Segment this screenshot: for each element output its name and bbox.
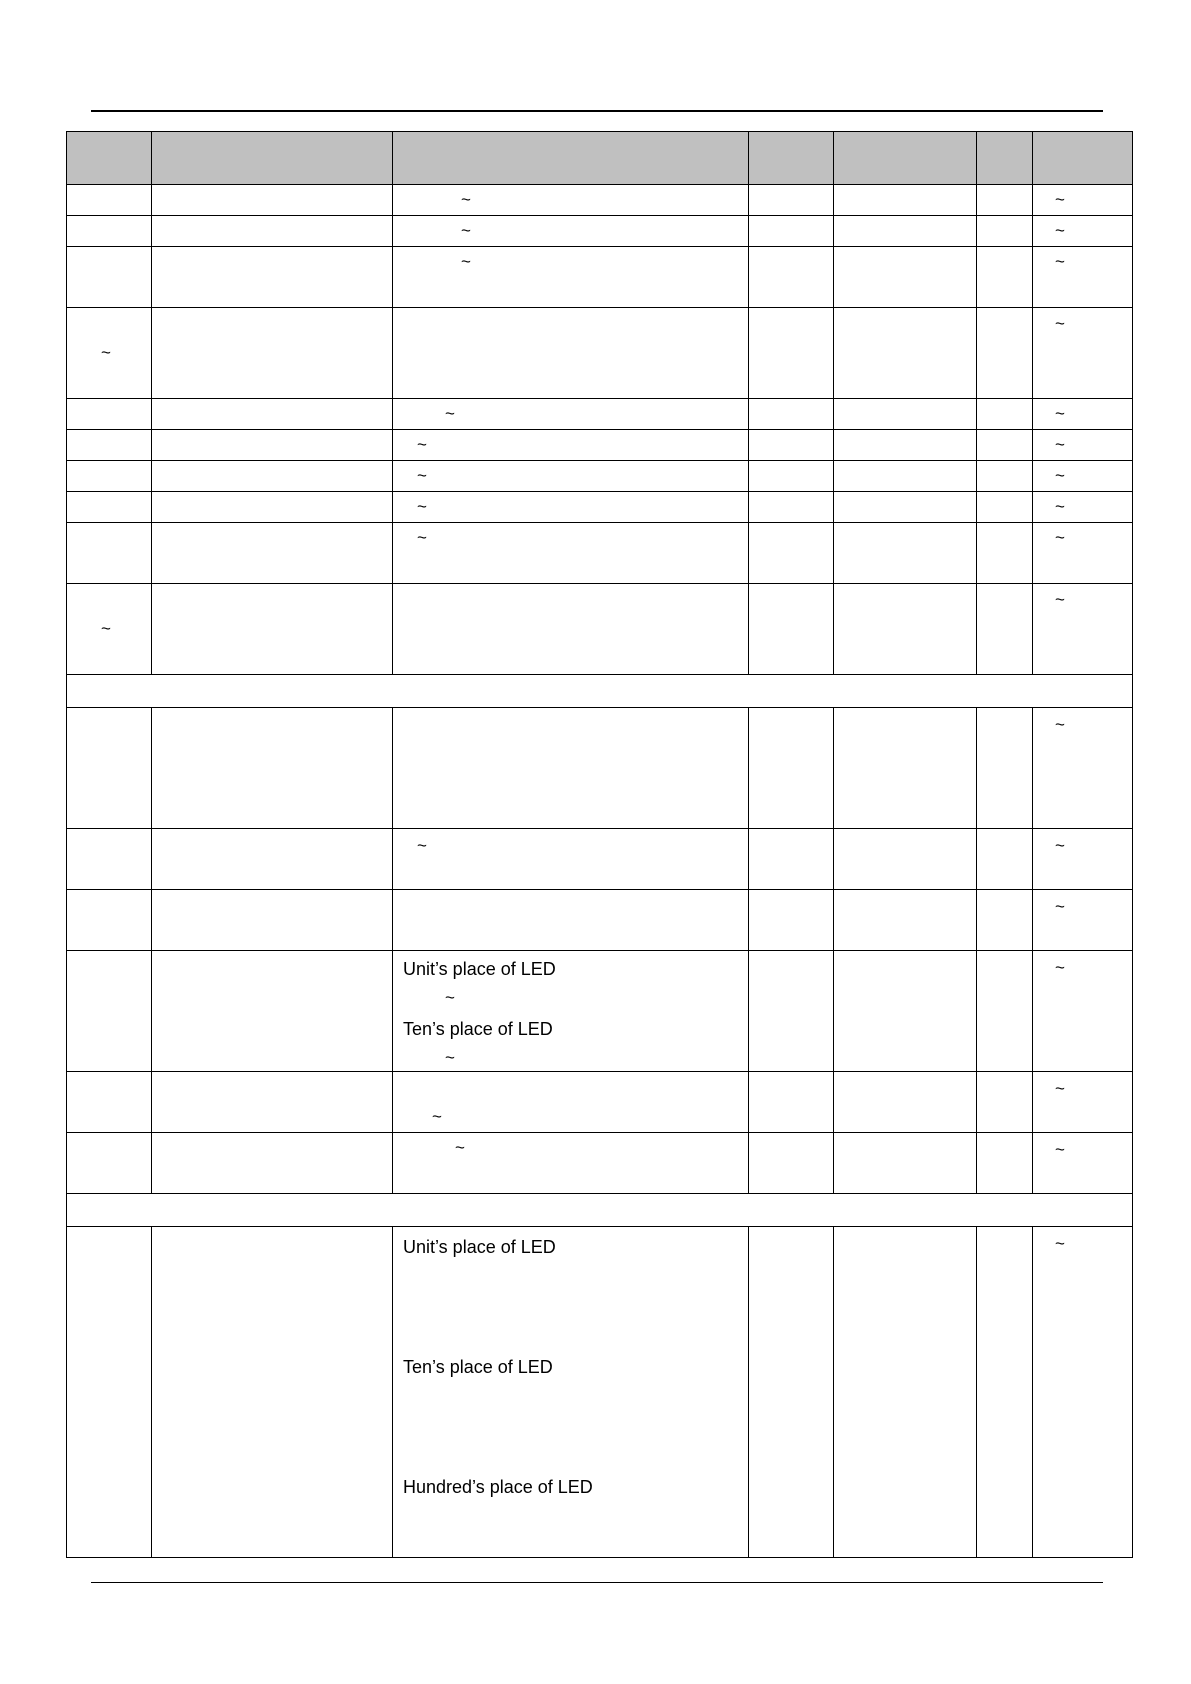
serial-tilde: ~ [1055, 715, 1065, 734]
range-tilde: ~ [461, 252, 471, 271]
led-tens-label: Ten’s place of LED [403, 1019, 553, 1039]
table-row [67, 829, 1133, 890]
range-tilde: ~ [417, 466, 427, 485]
led-units-label: Unit’s place of LED [403, 1237, 556, 1257]
range-tilde: ~ [417, 435, 427, 454]
table-row [67, 1227, 1133, 1558]
serial-tilde: ~ [1055, 1079, 1065, 1098]
table-row [67, 185, 1133, 216]
range-tilde: ~ [445, 404, 455, 423]
col-header-serial [1033, 132, 1133, 185]
table-row [67, 584, 1133, 675]
table-row [67, 216, 1133, 247]
col-header-default [834, 132, 977, 185]
section-row [67, 675, 1133, 708]
range-tilde: ~ [445, 1048, 455, 1067]
code-tilde: ~ [101, 343, 111, 362]
serial-tilde: ~ [1055, 466, 1065, 485]
table-row [67, 890, 1133, 951]
header-rule [91, 110, 1103, 112]
range-tilde: ~ [455, 1138, 465, 1157]
led-units-label: Unit’s place of LED [403, 959, 556, 979]
serial-tilde: ~ [1055, 1234, 1065, 1253]
serial-tilde: ~ [1055, 252, 1065, 271]
range-tilde: ~ [461, 190, 471, 209]
col-header-range [393, 132, 749, 185]
table-row [67, 399, 1133, 430]
serial-tilde: ~ [1055, 190, 1065, 209]
col-header-code [67, 132, 152, 185]
table-row [67, 1133, 1133, 1194]
col-header-change [977, 132, 1033, 185]
serial-tilde: ~ [1055, 897, 1065, 916]
serial-tilde: ~ [1055, 435, 1065, 454]
serial-tilde: ~ [1055, 958, 1065, 977]
serial-tilde: ~ [1055, 314, 1065, 333]
serial-tilde: ~ [1055, 590, 1065, 609]
serial-tilde: ~ [1055, 221, 1065, 240]
serial-tilde: ~ [1055, 528, 1065, 547]
range-tilde: ~ [417, 528, 427, 547]
col-header-unit [749, 132, 834, 185]
serial-tilde: ~ [1055, 1140, 1065, 1159]
serial-tilde: ~ [1055, 836, 1065, 855]
serial-tilde: ~ [1055, 497, 1065, 516]
led-tens-label: Ten’s place of LED [403, 1357, 553, 1377]
footer-rule [91, 1582, 1103, 1583]
table-row [67, 492, 1133, 523]
range-tilde: ~ [461, 221, 471, 240]
table-header-row [67, 132, 1133, 185]
table-row [67, 247, 1133, 308]
table-row [67, 708, 1133, 829]
table-row [67, 461, 1133, 492]
table-row [67, 523, 1133, 584]
table-row [67, 430, 1133, 461]
range-tilde: ~ [432, 1107, 442, 1126]
serial-tilde: ~ [1055, 404, 1065, 423]
led-hundreds-label: Hundred’s place of LED [403, 1477, 593, 1497]
code-tilde: ~ [101, 619, 111, 638]
table-row [67, 308, 1133, 399]
section-row [67, 1194, 1133, 1227]
parameter-table [66, 131, 1133, 1558]
range-tilde: ~ [417, 497, 427, 516]
col-header-name [152, 132, 393, 185]
range-tilde: ~ [445, 988, 455, 1007]
range-tilde: ~ [417, 836, 427, 855]
table-row [67, 951, 1133, 1072]
table-row [67, 1072, 1133, 1133]
